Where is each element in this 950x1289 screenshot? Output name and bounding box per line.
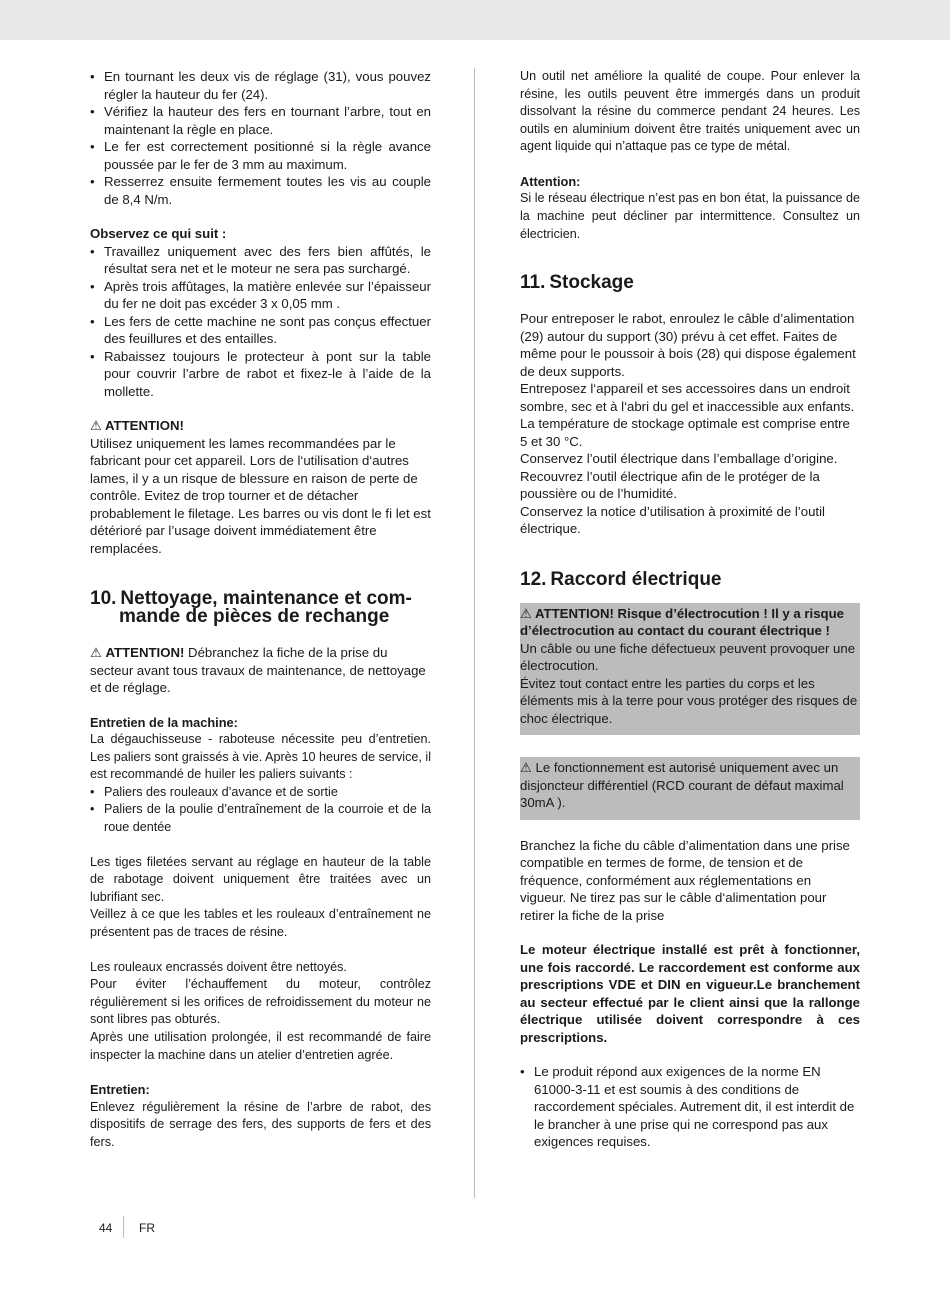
- list-item: • Vérifiez la hauteur des fers en tournant l’arbre, tout en maintenant la règle en place.: [90, 103, 431, 138]
- electrocution-warning-box: [520, 603, 860, 736]
- list-item: • Les fers de cette machine ne sont pas conçus effectuer des feuillures et des entailles.: [90, 313, 431, 348]
- observe-list: [90, 243, 431, 401]
- list-item: • Travaillez uniquement avec des fers bien affûtés, le résultat sera net et le moteur ne sera pas surchargé.: [90, 243, 431, 278]
- observe-heading: Observez ce qui suit :: [90, 226, 227, 241]
- inspection-text: Après une utilisation prolongée, il est recommandé de faire inspecter la machine dans un atelier d’entretien agrée.: [90, 1029, 431, 1062]
- list-item: • Le produit répond aux exigences de la norme EN 61000-3-11 et est soumis à des conditions de raccordement spéciales. Autrement dit, il est interdit de le brancher à une prise qui ne correspond pas aux exigences requises.: [520, 1063, 860, 1151]
- section-title-line2: mande de pièces de rechange: [119, 606, 390, 627]
- section-title-line1: Nettoyage, maintenance et com-: [120, 588, 412, 609]
- section-title: Raccord électrique: [550, 568, 722, 590]
- right-column: [520, 68, 860, 1151]
- tool-cleaning-text: Un outil net améliore la qualité de coupe. Pour enlever la résine, les outils peuvent être immergés dans un produit dissolvant la résine du commerce pendant 24 heures. Les outils en aluminium doivent être traités uniquement avec un agent liquide qui n’attaque pas ce type de métal.: [520, 69, 860, 154]
- left-column: [90, 68, 431, 1151]
- resin-check-text: Veillez à ce que les tables et les rouleaux d’entraînement ne présentent pas de traces de résine.: [90, 907, 431, 939]
- machine-maintenance-heading: Entretien de la machine:: [90, 714, 238, 730]
- attention-label: ATTENTION!: [105, 418, 184, 433]
- warning-line: Un câble ou une fiche défectueux peuvent provoquer une électrocution.: [520, 640, 856, 674]
- adjustment-steps-list: [90, 68, 431, 208]
- list-item: • Paliers de la poulie d’entraînement de la courroie et de la roue dentée: [90, 801, 431, 836]
- top-band: [0, 0, 950, 40]
- plug-instructions-text: Branchez la fiche du câble d’alimentation dans une prise compatible en termes de forme, de tension et de fréquence, conformément aux réglementations en vigueur. Ne tirez pas sur le câble d‘alimentation pour retirer la fiche de la prise: [520, 837, 850, 923]
- storage-line: Entreposez l‘appareil et ses accessoires dans un endroit sombre, sec et à l‘abri du gel et inaccessible aux enfants. La température de stockage optimale est comprise entre 5 et 30 °C.: [520, 381, 855, 449]
- attention-text: Utilisez uniquement les lames recommandées par le fabricant pour cet appareil. Lors de l‘utilisation d‘autres lames, il y a un risque de blessure en raison de perte de contrôle. Evitez de trop tourner et de détacher probablement le filetage. Les barres ou vis dont le fi let est détérioré par l’usage doivent immédiatement être remplacées.: [90, 435, 431, 556]
- maintenance-warning: [90, 644, 431, 697]
- list-item: • Resserrez ensuite fermement toutes les vis au couple de 8,4 N/m.: [90, 173, 431, 208]
- column-divider: [474, 68, 475, 1198]
- warning-triangle-icon: ⚠: [90, 418, 102, 433]
- rcd-notice-text: Le fonctionnement est autorisé uniquement avec un disjoncteur différentiel (RCD courant de défaut maximal 30mA ).: [520, 760, 844, 811]
- section-number: 12.: [520, 568, 547, 590]
- threaded-rods-text: Les tiges filetées servant au réglage en hauteur de la table de rabotage doivent uniquement être traitées avec un lubrifiant sec.: [90, 854, 431, 904]
- section-10-heading: [90, 590, 431, 626]
- warning-triangle-icon: ⚠: [90, 645, 102, 660]
- list-item: • Rabaissez toujours le protecteur à pont sur la table pour couvrir l’arbre de rabot et fixez-le à l’aide de la mollette.: [90, 348, 431, 401]
- storage-line: Conservez l’outil électrique dans l’emballage d’origine.: [520, 451, 838, 467]
- warning-triangle-icon: ⚠: [520, 605, 532, 621]
- upkeep-heading: Entretien:: [90, 1082, 150, 1098]
- storage-text: [520, 310, 860, 538]
- machine-maintenance-text: La dégauchisseuse - raboteuse nécessite peu d’entretien. Les paliers sont graissés à vie. Après 10 heures de service, il est recommandé de huiler les paliers suivants :: [90, 732, 431, 782]
- storage-line: Recouvrez l’outil électrique afin de le protéger de la poussière ou de l’humidité.: [520, 468, 820, 502]
- upkeep-text: Enlevez régulièrement la résine de l’arbre de rabot, des dispositifs de serrage des fers, des supports de fers et des fers.: [90, 1099, 431, 1149]
- list-item: • Paliers des rouleaux d’avance et de sortie: [90, 784, 431, 802]
- storage-line: Conservez la notice d’utilisation à proximité de l’outil électrique.: [520, 503, 825, 537]
- electrocution-warning: [520, 605, 860, 640]
- rcd-notice-box: [520, 757, 860, 820]
- section-number: 10.: [90, 588, 117, 609]
- attention-heading: [90, 417, 431, 435]
- warning-text: Débranchez la fiche de la prise du secteur avant tous travaux de maintenance, de nettoyage et de réglage.: [90, 645, 426, 695]
- bearings-list: [90, 784, 431, 837]
- section-title: Stockage: [549, 272, 634, 294]
- rcd-notice: [520, 759, 860, 812]
- section-number: 11.: [520, 272, 546, 294]
- motor-compliance-text: Le moteur électrique installé est prêt à fonctionner, une fois raccordé. Le raccordement est conforme aux prescriptions VDE et DIN en vigueur.Le branchement au secteur effectué par le client ainsi que la rallonge électrique utilisée doivent correspondre à ces prescriptions.: [520, 942, 860, 1045]
- list-item: • Après trois affûtages, la matière enlevée sur l’épaisseur du fer ne doit pas excéder 3 x 0,05 mm .: [90, 278, 431, 313]
- warning-triangle-icon: ⚠: [520, 760, 532, 776]
- standard-list: [520, 1063, 860, 1151]
- power-network-text: Si le réseau électrique n’est pas en bon état, la puissance de la machine peut décliner par intermittence. Consultez un électricien.: [520, 191, 860, 241]
- warning-label: ATTENTION!: [105, 645, 185, 660]
- storage-line: Pour entreposer le rabot, enroulez le câble d’alimentation (29) autour du support (30) prévu à cet effet. Faites de même pour le poussoir à bois (28) qui dispose également de deux supports.: [520, 311, 856, 379]
- language-code: FR: [139, 1221, 155, 1235]
- electrocution-warning-title: ATTENTION! Risque d’électrocution ! Il y a risque d’électrocution au contact du courant électrique !: [520, 605, 844, 639]
- list-item: • Le fer est correctement positionné si la règle avance poussée par le fer de 3 mm au maximum.: [90, 138, 431, 173]
- page-number: 44: [99, 1221, 113, 1235]
- list-item: • En tournant les deux vis de réglage (31), vous pouvez régler la hauteur du fer (24).: [90, 68, 431, 103]
- attention-heading: Attention:: [520, 173, 581, 189]
- warning-line: Évitez tout contact entre les parties du corps et les éléments mis à la terre pour vous protéger des risques de choc électrique.: [520, 675, 858, 726]
- motor-cooling-text: Pour éviter l’échauffement du moteur, contrôlez régulièrement si les orifices de refroidissement du moteur ne sont libres pas obturés.: [90, 977, 431, 1027]
- section-12-heading: [520, 570, 860, 589]
- rollers-text: Les rouleaux encrassés doivent être nettoyés.: [90, 959, 347, 974]
- section-11-heading: [520, 273, 860, 292]
- footer-divider: [123, 1216, 124, 1238]
